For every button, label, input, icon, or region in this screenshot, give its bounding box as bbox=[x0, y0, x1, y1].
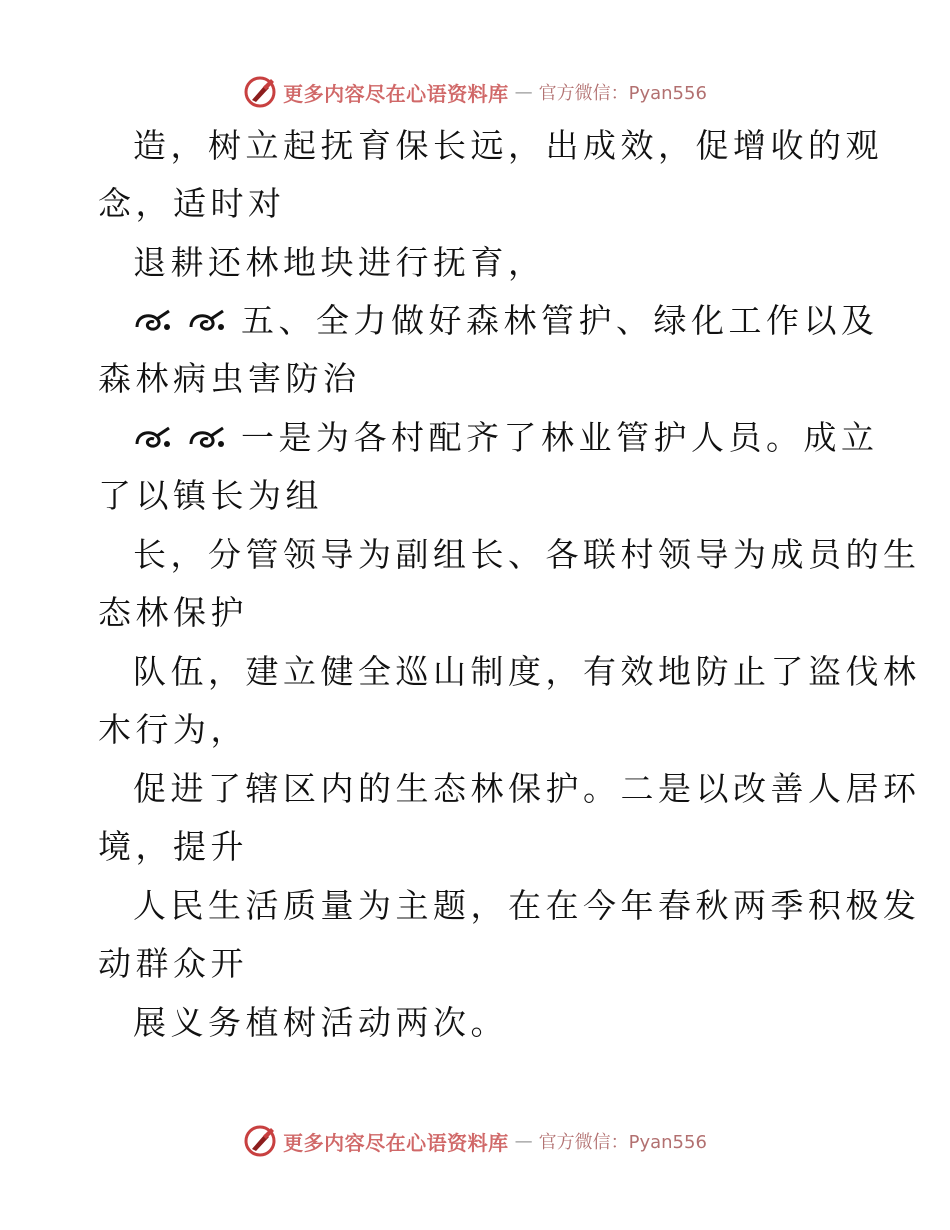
paragraph-text: 了以镇长为组 bbox=[98, 476, 323, 515]
text-line bbox=[0, 1003, 950, 1043]
text-line bbox=[0, 710, 950, 750]
text-line bbox=[0, 769, 950, 809]
paragraph-text: 造，树立起抚育保长远，出成效，促增收的观 bbox=[133, 126, 883, 165]
paragraph-text: 念，适时对 bbox=[98, 184, 286, 223]
paragraph-text: 态林保护 bbox=[98, 593, 248, 632]
paragraph-text: 展义务植树活动两次。 bbox=[133, 1003, 508, 1042]
paragraph-text: 五、全力做好森林管护、绿化工作以及 bbox=[241, 301, 879, 340]
text-line bbox=[0, 886, 950, 926]
text-line bbox=[0, 126, 950, 166]
paragraph-text: 人民生活质量为主题，在在今年春秋两季积极发 bbox=[133, 886, 921, 925]
banner-site-name: 更多内容尽在心语资料库 bbox=[283, 1130, 509, 1155]
paragraph-text: 动群众开 bbox=[98, 944, 248, 983]
swirl-bullet-icon bbox=[133, 305, 173, 335]
paragraph-text: 一是为各村配齐了林业管护人员。成立 bbox=[241, 418, 879, 457]
banner-dash: — bbox=[514, 1130, 533, 1152]
paragraph-text: 森林病虫害防治 bbox=[98, 359, 361, 398]
text-line bbox=[0, 243, 950, 283]
text-line bbox=[0, 359, 950, 399]
banner-wechat-id: 官方微信：Pyan556 bbox=[538, 83, 707, 104]
swirl-bullet-icon bbox=[133, 422, 173, 452]
banner-dash: — bbox=[514, 81, 533, 103]
text-line bbox=[0, 652, 950, 692]
paragraph-text: 退耕还林地块进行抚育， bbox=[133, 243, 546, 282]
text-line bbox=[0, 535, 950, 575]
text-line bbox=[0, 418, 950, 458]
pen-logo-icon bbox=[243, 1124, 277, 1158]
paragraph-text: 境，提升 bbox=[98, 827, 248, 866]
text-line bbox=[0, 184, 950, 224]
text-line bbox=[0, 301, 950, 341]
text-line bbox=[0, 944, 950, 984]
footer-banner bbox=[0, 1121, 950, 1161]
text-line bbox=[0, 476, 950, 516]
text-line bbox=[0, 593, 950, 633]
paragraph-text: 长，分管领导为副组长、各联村领导为成员的生 bbox=[133, 535, 921, 574]
paragraph-text: 促进了辖区内的生态林保护。二是以改善人居环 bbox=[133, 769, 921, 808]
swirl-bullet-icon bbox=[187, 305, 227, 335]
banner-wechat-id: 官方微信：Pyan556 bbox=[538, 1132, 707, 1153]
swirl-bullet-icon bbox=[187, 422, 227, 452]
banner-site-name: 更多内容尽在心语资料库 bbox=[283, 81, 509, 106]
paragraph-text: 队伍，建立健全巡山制度，有效地防止了盗伐林 bbox=[133, 652, 921, 691]
paragraph-text: 木行为， bbox=[98, 710, 248, 749]
text-line bbox=[0, 827, 950, 867]
